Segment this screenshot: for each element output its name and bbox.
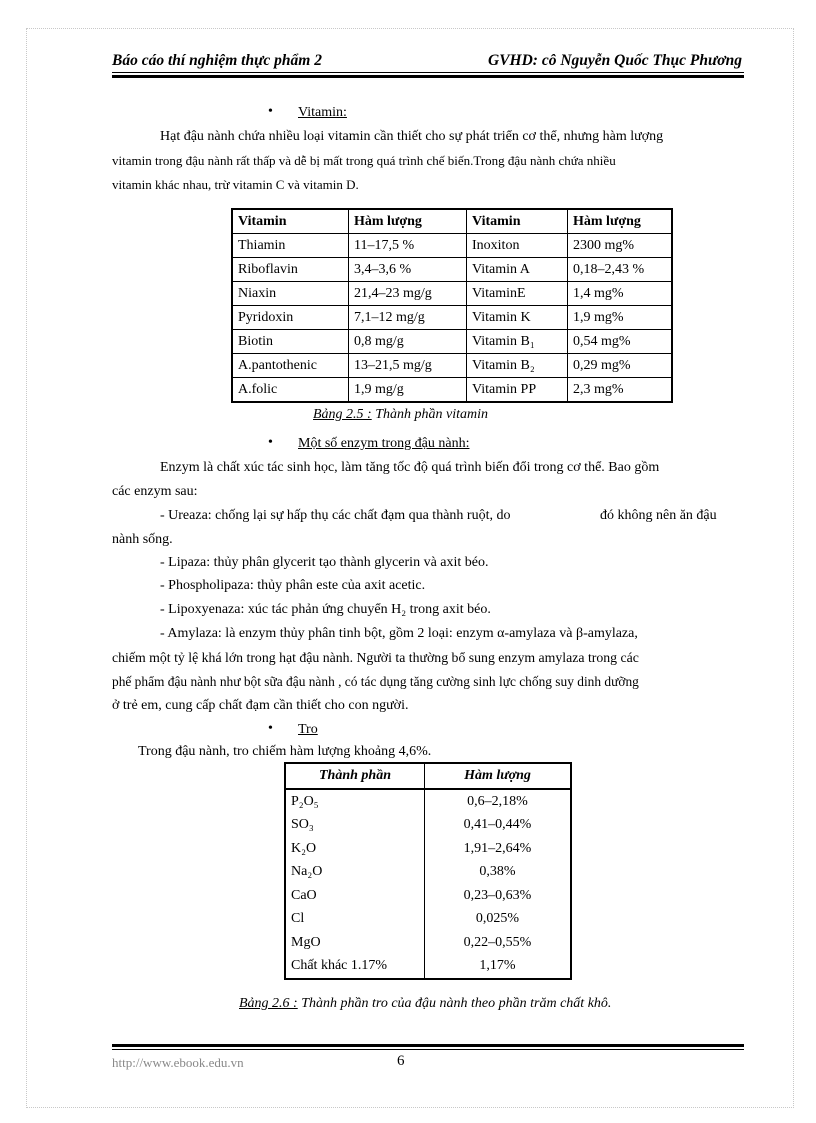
page-number: 6 — [397, 1053, 405, 1069]
enzyme-item-amylaza: - Amylaza: là enzym thủy phân tinh bột, gồm 2 loại: enzym α-amylaza và β-amylaza, — [160, 626, 638, 641]
table-cell: MgO — [285, 931, 425, 955]
enzyme-item-ureaza: - Ureaza: chống lại sự hấp thụ các chất đạm qua thành ruột, do — [160, 508, 511, 523]
enzyme-paragraph-line: các enzym sau: — [112, 484, 198, 499]
header-rule-thick — [112, 75, 744, 78]
table-cell: 1,91–2,64% — [425, 837, 572, 861]
table-cell: 11–17,5 % — [349, 234, 467, 258]
table-cell: 0,29 mg% — [568, 354, 673, 378]
table-cell: Na₂O — [285, 861, 425, 885]
table-cell: 1,4 mg% — [568, 282, 673, 306]
table-cell: CaO — [285, 884, 425, 908]
bullet-icon: • — [268, 104, 273, 119]
vitamin-paragraph-line: vitamin khác nhau, trừ vitamin C và vitamin D. — [112, 177, 359, 192]
table-cell: 1,17% — [425, 955, 572, 980]
table-row — [232, 282, 672, 306]
table-cell: Vitamin K — [467, 306, 568, 330]
table-row — [285, 789, 571, 814]
table-cell: 13–21,5 mg/g — [349, 354, 467, 378]
enzyme-item-amylaza-line: ở trẻ em, cung cấp chất đạm cần thiết cho con người. — [112, 698, 409, 713]
table-caption — [313, 407, 488, 423]
caption-label: Bảng 2.6 : — [239, 996, 298, 1011]
header-right: GVHD: cô Nguyễn Quốc Thục Phương — [488, 52, 742, 69]
table-cell: 0,6–2,18% — [425, 789, 572, 814]
table-cell: Niaxin — [232, 282, 349, 306]
table-header-row — [232, 209, 672, 234]
table-cell: 0,8 mg/g — [349, 330, 467, 354]
table-cell: 0,025% — [425, 908, 572, 932]
caption-label: Bảng 2.5 : — [313, 407, 372, 422]
column-header: Hàm lượng — [349, 209, 467, 234]
table-cell: 2300 mg% — [568, 234, 673, 258]
header-left: Báo cáo thí nghiệm thực phẩm 2 — [112, 52, 322, 69]
table-cell: 21,4–23 mg/g — [349, 282, 467, 306]
table-cell: SO₃ — [285, 814, 425, 838]
table-cell: A.folic — [232, 378, 349, 403]
ash-heading: Tro — [298, 722, 318, 737]
enzyme-paragraph-line: Enzym là chất xúc tác sinh học, làm tăng tốc độ quá trình biến đổi trong cơ thể. Bao gồm — [160, 460, 660, 475]
table-row — [232, 306, 672, 330]
table-cell: 0,41–0,44% — [425, 814, 572, 838]
column-header: Vitamin — [467, 209, 568, 234]
bullet-icon: • — [268, 721, 273, 736]
enzyme-item-amylaza-line: chiếm một tỷ lệ khá lớn trong hạt đậu nành. Người ta thường bổ sung enzym amylaza trong các — [112, 650, 639, 665]
table-row — [285, 861, 571, 885]
table-cell: Pyridoxin — [232, 306, 349, 330]
table-row — [285, 931, 571, 955]
vitamin-heading: Vitamin: — [298, 105, 347, 120]
table-cell: 0,54 mg% — [568, 330, 673, 354]
table-cell: 1,9 mg% — [568, 306, 673, 330]
column-header: Thành phần — [285, 763, 425, 789]
table-row — [285, 837, 571, 861]
table-cell: 0,18–2,43 % — [568, 258, 673, 282]
footer-rule — [112, 1049, 744, 1050]
table-cell: Inoxiton — [467, 234, 568, 258]
table-row — [285, 955, 571, 980]
table-cell: Cl — [285, 908, 425, 932]
table-cell: Biotin — [232, 330, 349, 354]
table-cell: 0,23–0,63% — [425, 884, 572, 908]
table-row — [285, 908, 571, 932]
table-cell: Vitamin A — [467, 258, 568, 282]
ash-intro: Trong đậu nành, tro chiếm hàm lượng khoảng 4,6%. — [138, 744, 432, 759]
table-caption — [239, 996, 611, 1012]
enzyme-item-lipaza: - Lipaza: thủy phân glycerit tạo thành glycerin và axit béo. — [160, 555, 489, 570]
table-cell: Vitamin PP — [467, 378, 568, 403]
table-row — [232, 234, 672, 258]
vitamin-paragraph-line: Hạt đậu nành chứa nhiều loại vitamin cần thiết cho sự phát triển cơ thể, nhưng hàm lượng — [160, 129, 664, 144]
table-cell: 7,1–12 mg/g — [349, 306, 467, 330]
ash-table — [284, 762, 572, 980]
column-header: Vitamin — [232, 209, 349, 234]
table-cell: 2,3 mg% — [568, 378, 673, 403]
table-cell: Vitamin B₂ — [467, 354, 568, 378]
table-row — [232, 354, 672, 378]
caption-text: Thành phần tro của đậu nành theo phần trăm chất khô. — [301, 996, 612, 1011]
enzyme-item-ureaza-line2: nành sống. — [112, 532, 173, 547]
table-row — [232, 378, 672, 403]
table-cell: A.pantothenic — [232, 354, 349, 378]
vitamin-paragraph-line: vitamin trong đậu nành rất thấp và dễ bị mất trong quá trình chế biến.Trong đậu nành chứa nhiều — [112, 153, 616, 168]
footer-url: http://www.ebook.edu.vn — [112, 1055, 244, 1070]
enzyme-item-ureaza-cont: đó không nên ăn đậu — [600, 508, 717, 523]
table-cell: 1,9 mg/g — [349, 378, 467, 403]
table-cell: P₂O₅ — [285, 789, 425, 814]
enzyme-item-lipoxyenaza: - Lipoxyenaza: xúc tác phản ứng chuyển H₂ trong axit béo. — [160, 602, 491, 617]
caption-text: Thành phần vitamin — [375, 407, 488, 422]
column-header: Hàm lượng — [425, 763, 572, 789]
column-header: Hàm lượng — [568, 209, 673, 234]
table-cell: Chất khác 1.17% — [285, 955, 425, 980]
table-cell: 3,4–3,6 % — [349, 258, 467, 282]
table-cell: Thiamin — [232, 234, 349, 258]
enzyme-item-amylaza-line: phế phẩm đậu nành như bột sữa đậu nành , có tác dụng tăng cường sinh lực chống suy dinh dưỡng — [112, 674, 639, 689]
table-header-row — [285, 763, 571, 789]
table-cell: Riboflavin — [232, 258, 349, 282]
table-cell: 0,22–0,55% — [425, 931, 572, 955]
table-cell: VitaminE — [467, 282, 568, 306]
table-row — [232, 330, 672, 354]
header-rule — [112, 72, 744, 73]
bullet-icon: • — [268, 435, 273, 450]
table-row — [285, 884, 571, 908]
table-row — [232, 258, 672, 282]
table-cell: 0,38% — [425, 861, 572, 885]
table-cell: Vitamin B₁ — [467, 330, 568, 354]
footer-rule-thick — [112, 1044, 744, 1047]
table-row — [285, 814, 571, 838]
enzyme-heading: Một số enzym trong đậu nành: — [298, 436, 470, 451]
enzyme-item-phospholipaza: - Phospholipaza: thủy phân este của axit acetic. — [160, 578, 426, 593]
vitamin-table — [231, 208, 673, 403]
table-cell: K₂O — [285, 837, 425, 861]
